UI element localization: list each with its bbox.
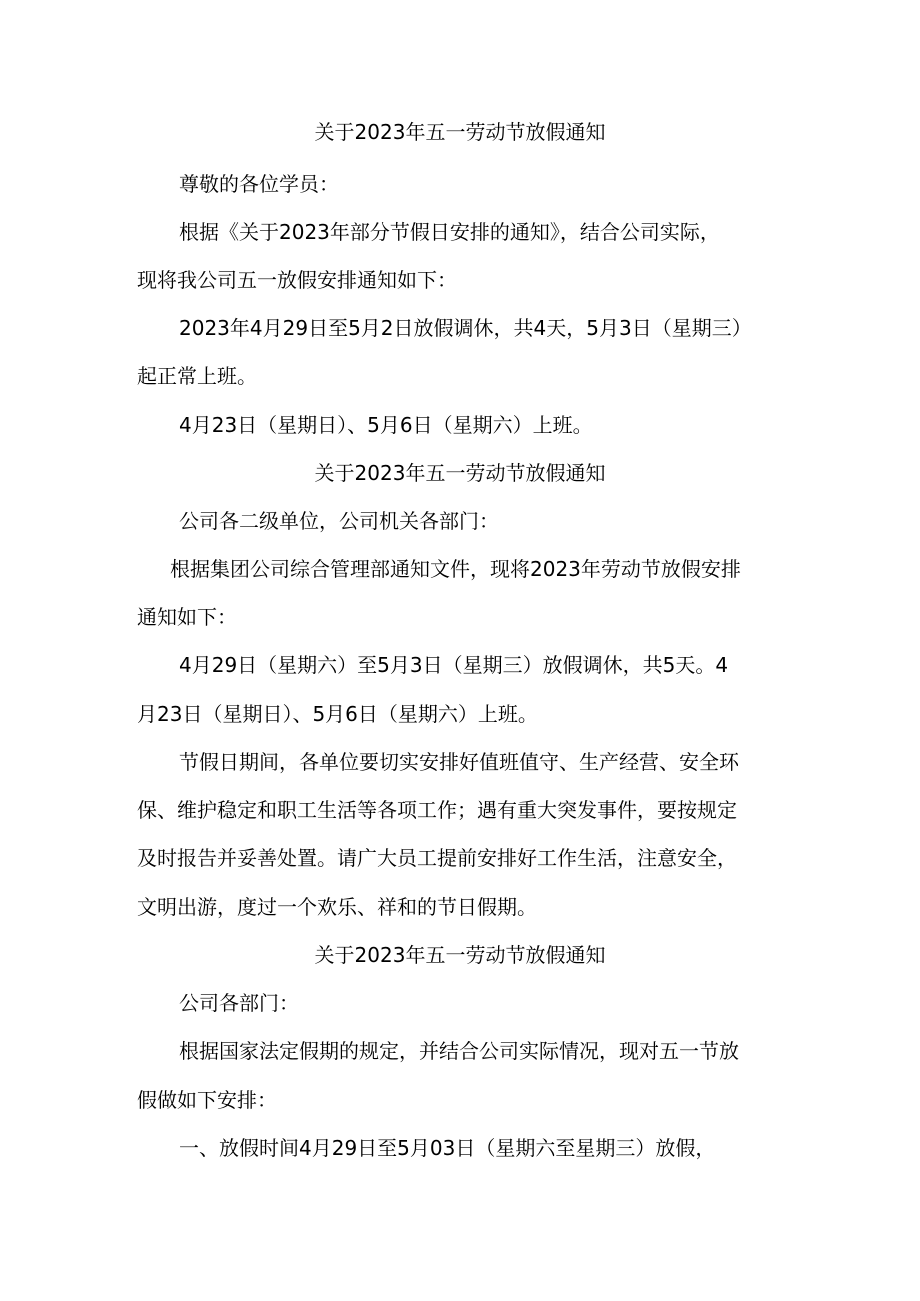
notice-2-title: 关于2023年五一劳动节放假通知 <box>314 461 606 485</box>
notice-1-paragraph-2-line-2: 起正常上班。 <box>137 364 257 388</box>
notice-2-paragraph-2-line-2: 月23日（星期日）、5月6日（星期六）上班。 <box>137 702 538 726</box>
notice-2-paragraph-1-line-2: 通知如下： <box>137 605 237 629</box>
notice-2-paragraph-1-line-1: 根据集团公司综合管理部通知文件，现将2023年劳动节放假安排 <box>170 557 741 581</box>
notice-2-paragraph-3-line-1: 节假日期间，各单位要切实安排好值班值守、生产经营、安全环 <box>179 750 739 774</box>
notice-2-salutation: 公司各二级单位，公司机关各部门： <box>179 509 499 533</box>
notice-3-title: 关于2023年五一劳动节放假通知 <box>314 943 606 967</box>
notice-2-paragraph-2-line-1: 4月29日（星期六）至5月3日（星期三）放假调休，共5天。4 <box>179 653 729 677</box>
notice-3-paragraph-1-line-1: 根据国家法定假期的规定，并结合公司实际情况，现对五一节放 <box>179 1039 739 1063</box>
notice-1-title: 关于2023年五一劳动节放假通知 <box>314 120 606 144</box>
notice-3-salutation: 公司各部门： <box>179 991 299 1015</box>
notice-1-paragraph-3-line-1: 4月23日（星期日）、5月6日（星期六）上班。 <box>179 413 593 437</box>
notice-3-paragraph-2-line-1: 一、放假时间4月29日至5月03日（星期六至星期三）放假， <box>179 1136 716 1160</box>
notice-1-paragraph-2-line-1: 2023年4月29日至5月2日放假调休，共4天，5月3日（星期三） <box>179 316 752 340</box>
notice-2-paragraph-3-line-3: 及时报告并妥善处置。请广大员工提前安排好工作生活，注意安全， <box>137 846 737 870</box>
notice-2-paragraph-3-line-2: 保、维护稳定和职工生活等各项工作；遇有重大突发事件，要按规定 <box>137 798 737 822</box>
notice-3-paragraph-1-line-2: 假做如下安排： <box>137 1088 277 1112</box>
notice-1-paragraph-1-line-1: 根据《关于2023年部分节假日安排的通知》，结合公司实际， <box>179 220 720 244</box>
notice-2-paragraph-3-line-4: 文明出游，度过一个欢乐、祥和的节日假期。 <box>137 895 537 919</box>
notice-1-salutation: 尊敬的各位学员： <box>179 172 339 196</box>
notice-1-paragraph-1-line-2: 现将我公司五一放假安排通知如下： <box>137 268 457 292</box>
